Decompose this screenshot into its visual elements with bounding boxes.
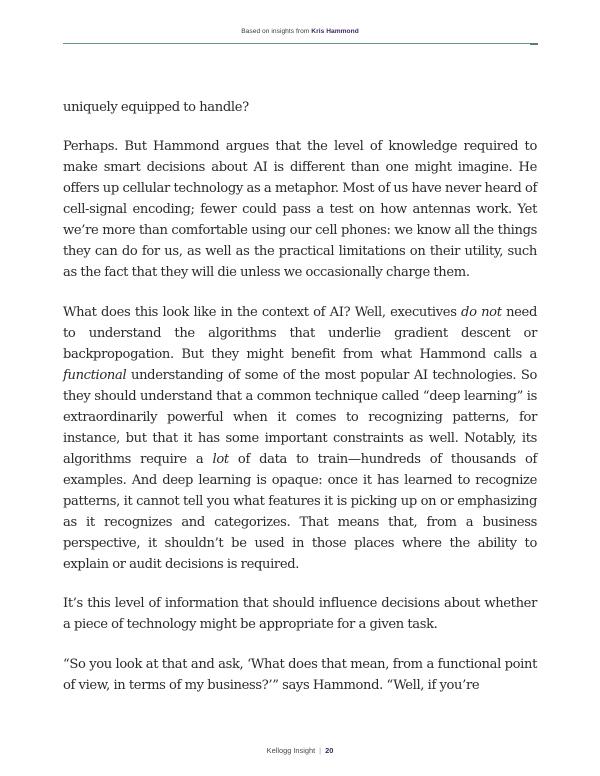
header-divider: [63, 43, 530, 44]
paragraph: [63, 593, 537, 635]
paragraph-continued: [63, 97, 537, 118]
body-text: understanding of some of the most popular AI technologies. So they should understand that a common technique called “deep learning” is extraordinarily powerful when it comes to recognizing patterns, for instance, but that it has some important constraints as well. Notably, its algorithms require a: [63, 367, 537, 467]
paragraph: [63, 136, 537, 283]
footer-publication: Kellogg Insight: [266, 746, 316, 755]
body-text: What does this look like in the context of AI? Well, executives: [63, 304, 462, 320]
body-text: It’s this level of information that should influence decisions about whether a piece of technology might be appropriate for a given task.: [63, 596, 537, 632]
running-header: [0, 28, 600, 35]
emphasis-text: functional: [63, 367, 127, 383]
footer-separator: |: [319, 746, 322, 755]
header-divider-accent: [530, 43, 538, 45]
emphasis-text: do not: [461, 304, 502, 320]
page-number: 20: [325, 746, 334, 755]
header-prefix: Based on insights from: [241, 28, 312, 35]
body-text: Perhaps. But Hammond argues that the level of knowledge required to make smart decisions about AI is different than one might imagine. He offers up cellular technology as a metaphor. Most of us have never heard of cell-signal encoding; fewer could pass a test on how antennas work. Yet we’re more than comfortable using our cell phones: we know all the things they can do for us, as well as the practical limitations on their utility, such as the fact that they will die unless we occasionally charge them.: [63, 139, 537, 280]
body-text: uniquely equipped to handle?: [63, 100, 249, 115]
emphasis-text: lot: [212, 451, 229, 467]
paragraph: [63, 302, 537, 575]
paragraph: [63, 654, 537, 696]
article-body: [63, 97, 537, 714]
body-text: of data to train—hundreds of thousands of examples. And deep learning is opaque: once it has learned to recognize patterns, it cannot tell you what features it is picking up on or emphasizing as it recognizes and categorizes. That means that, from a business perspective, it shouldn’t be used in those places where the ability to explain or audit decisions is required.: [63, 451, 537, 572]
body-text: “So you look at that and ask, ‘What does that mean, from a functional point of view, in terms of my business?’” says Hammond. “Well, if you’re: [63, 656, 537, 693]
body-text: need to understand the algorithms that underlie gradient descent or backpropogation. But they might benefit from what Hammond calls a: [63, 304, 537, 362]
header-author: Kris Hammond: [311, 28, 359, 35]
page-footer: [0, 746, 600, 755]
